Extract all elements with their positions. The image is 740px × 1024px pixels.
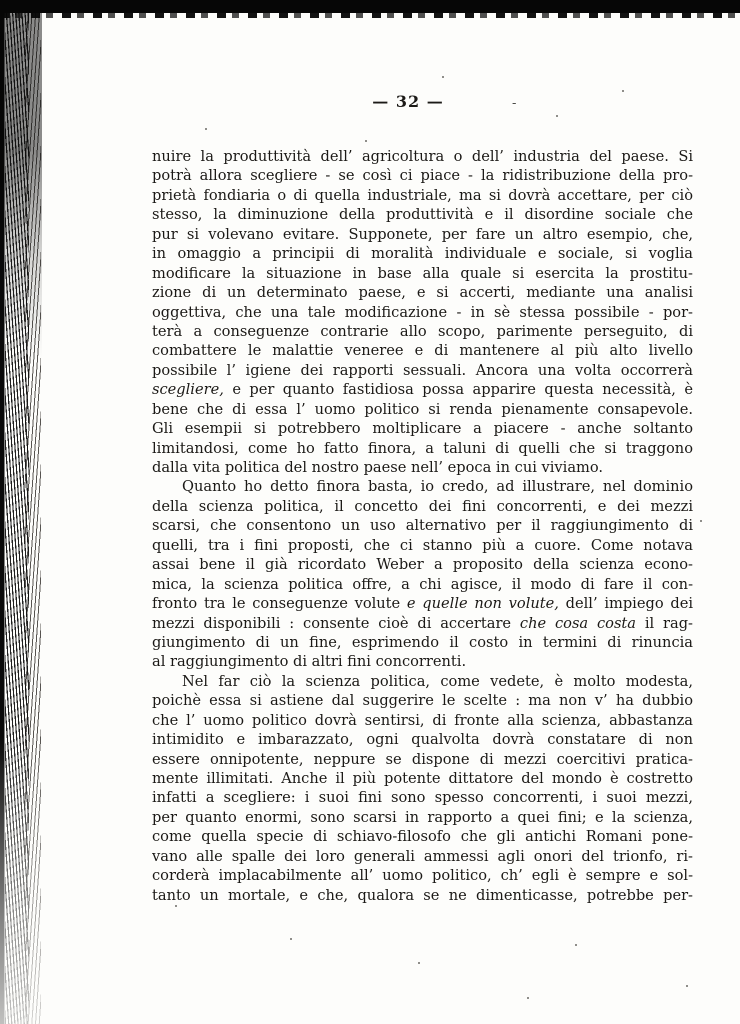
noise-speck: [700, 520, 702, 522]
text-line: al raggiungimento di altri fini concorrenti.: [152, 653, 467, 671]
text-line: fronto tra le conseguenze volute e quelle non volute, dell’ impiego dei: [152, 595, 693, 613]
text-line: della scienza politica, il concetto dei fini concorrenti, e dei mezzi: [152, 497, 693, 515]
text-line: possibile l’ igiene dei rapporti sessuali. Ancora una volta occorrerà: [152, 361, 693, 379]
text-line: Quanto ho detto finora basta, io credo, ad illustrare, nel dominio: [182, 478, 693, 496]
text-line: corderà implacabilmente all’ uomo politico, ch’ egli è sempre e sol-: [152, 867, 693, 885]
text-line: limitandosi, come ho fatto finora, a taluni di quelli che si traggono: [152, 439, 693, 457]
noise-speck: [442, 76, 444, 78]
text-line: assai bene il già ricordato Weber a proposito della scienza econo-: [152, 556, 693, 574]
text-line: giungimento di un fine, esprimendo il costo in termini di rinuncia: [152, 633, 693, 651]
text-line: mica, la scienza politica offre, a chi agisce, il modo di fare il con-: [152, 575, 693, 593]
text-line: mezzi disponibili : consente cioè di accertare che cosa costa il rag-: [152, 614, 693, 632]
text-line: mente illimitati. Anche il più potente dittatore del mondo è costretto: [152, 770, 693, 787]
noise-speck: [418, 962, 420, 964]
text-line: stesso, la diminuzione della produttività e il disordine sociale che: [152, 206, 693, 224]
text-line: quelli, tra i fini proposti, che ci stanno più a cuore. Come notava: [152, 536, 693, 554]
scan-artifact-dash: -: [512, 96, 517, 111]
text-line: modificare la situazione in base alla quale si esercita la prostitu-: [152, 264, 693, 282]
text-line: che l’ uomo politico dovrà sentirsi, di fronte alla scienza, abbastanza: [152, 711, 693, 729]
text-line: vano alle spalle dei loro generali ammessi agli onori del trionfo, ri-: [152, 847, 693, 865]
text-line: tanto un mortale, e che, qualora se ne dimenticasse, potrebbe per-: [152, 886, 693, 904]
text-line: per quanto enormi, sono scarsi in rapporto a quei fini; e la scienza,: [152, 808, 693, 826]
text-line: essere onnipotente, neppure se dispone di mezzi coercitivi pratica-: [152, 750, 693, 768]
text-line: terà a conseguenze contrarie allo scopo, parimente perseguito, di: [152, 322, 693, 340]
text-line: nuire la produttività dell’ agricoltura o dell’ industria del paese. Si: [152, 148, 693, 165]
text-line: bene che di essa l’ uomo politico si renda pienamente consapevole.: [152, 400, 693, 418]
noise-speck: [205, 128, 207, 130]
text-line: pur si volevano evitare. Supponete, per fare un altro esempio, che,: [152, 225, 693, 243]
text-line: scarsi, che consentono un uso alternativo per il raggiungimento di: [152, 517, 693, 535]
noise-speck: [622, 90, 624, 92]
text-line: poichè essa si astiene dal suggerire le scelte : ma non v’ ha dubbio: [152, 692, 693, 710]
text-line: in omaggio a principii di moralità individuale e sociale, si voglia: [152, 245, 693, 263]
body-text: [152, 147, 693, 905]
noise-speck: [365, 140, 367, 142]
text-line: infatti a scegliere: i suoi fini sono spesso concorrenti, i suoi mezzi,: [152, 789, 693, 807]
text-line: intimidito e imbarazzato, ogni qualvolta dovrà constatare di non: [152, 731, 693, 749]
text-line: Gli esempii si potrebbero moltiplicare a piacere - anche soltanto: [152, 420, 693, 438]
text-line: combattere le malattie veneree e di mantenere al più alto livello: [152, 342, 693, 360]
noise-speck: [527, 997, 529, 999]
text-line: zione di un determinato paese, e si accerti, mediante una analisi: [152, 284, 693, 302]
text-line: oggettiva, che una tale modificazione - in sè stessa possibile - por-: [152, 303, 693, 321]
text-line: potrà allora scegliere - se così ci piace - la ridistribuzione della pro-: [152, 167, 693, 185]
text-line: prietà fondiaria o di quella industriale, ma si dovrà accettare, per ciò: [152, 186, 693, 204]
text-line: scegliere, e per quanto fastidiosa possa apparire questa necessità, è: [152, 381, 693, 399]
noise-speck: [290, 938, 292, 940]
noise-speck: [686, 985, 688, 987]
text-line: dalla vita politica del nostro paese nell’ epoca in cui viviamo.: [152, 459, 604, 476]
noise-speck: [556, 115, 558, 117]
noise-speck: [175, 905, 177, 907]
page-number: — 32 —: [372, 92, 444, 111]
text-line: Nel far ciò la scienza politica, come vedete, è molto modesta,: [182, 672, 693, 690]
book-binding-edge: [0, 0, 42, 1024]
noise-speck: [575, 944, 577, 946]
text-line: come quella specie di schiavo-filosofo che gli antichi Romani pone-: [152, 828, 693, 846]
scan-edge-top: [0, 0, 740, 13]
